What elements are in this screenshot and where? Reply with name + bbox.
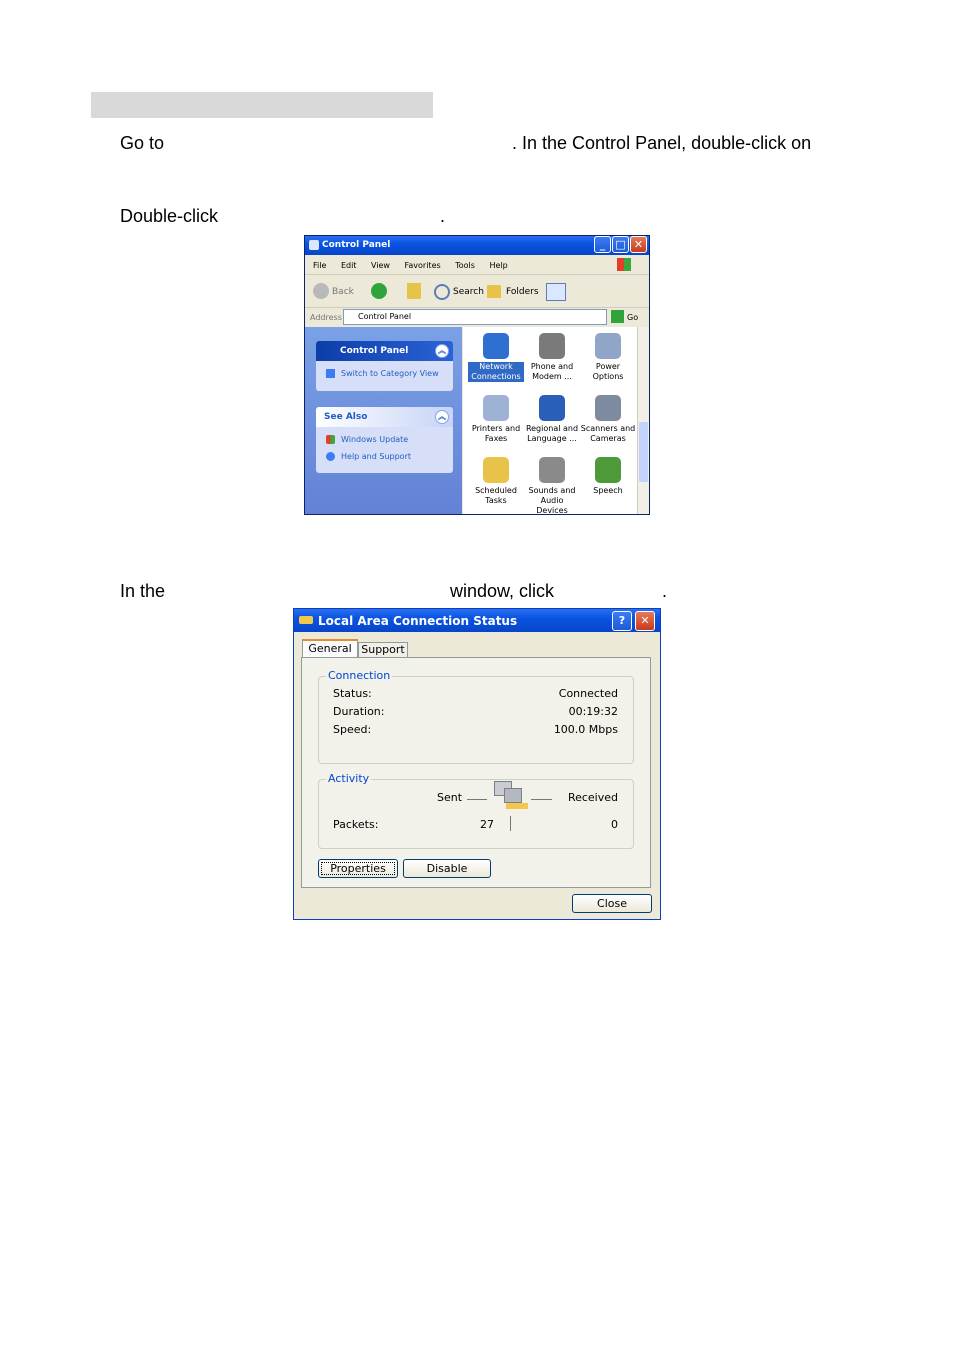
- control-panel-item-label: Power Options: [592, 362, 624, 381]
- control-panel-item[interactable]: [524, 395, 580, 444]
- tab-support[interactable]: [358, 642, 408, 658]
- back-button-label[interactable]: Back: [332, 287, 354, 297]
- back-arrow-icon[interactable]: [313, 283, 329, 299]
- speed-label: Speed:: [333, 723, 372, 736]
- control-panel-item[interactable]: [468, 457, 524, 506]
- see-also-header[interactable]: [316, 407, 453, 427]
- control-panel-item-label: Regional and Language ...: [525, 424, 579, 443]
- step2-suffix: .: [440, 206, 446, 226]
- duration-value: 00:19:32: [568, 705, 618, 718]
- packets-received-value: 0: [611, 818, 618, 831]
- control-panel-item-label: Scanners and Cameras: [580, 424, 636, 443]
- switch-to-category-view-link[interactable]: Switch to Category View: [341, 369, 439, 378]
- activity-group-label: Activity: [328, 772, 370, 785]
- maximize-button[interactable]: □: [612, 236, 629, 253]
- address-label: Address: [310, 313, 342, 322]
- tab-support-label: Support: [361, 643, 405, 656]
- menu-tools[interactable]: Tools: [455, 261, 475, 270]
- control-panel-item[interactable]: [580, 457, 636, 496]
- control-panel-item[interactable]: [580, 333, 636, 382]
- close-button[interactable]: [572, 894, 652, 913]
- category-view-icon: [326, 369, 335, 378]
- control-panel-titlebar: [305, 236, 649, 255]
- disable-button[interactable]: [403, 859, 491, 878]
- help-button[interactable]: ?: [612, 611, 632, 631]
- menu-favorites[interactable]: Favorites: [404, 261, 441, 270]
- status-value: Connected: [558, 687, 618, 700]
- packets-sent-value: 27: [480, 818, 494, 831]
- control-panel-box-title: Control Panel: [340, 346, 409, 356]
- control-panel-item-label: Sounds and Audio Devices: [528, 486, 576, 515]
- control-panel-item-label: Network Connections: [468, 362, 524, 382]
- folders-icon[interactable]: [487, 285, 501, 298]
- control-panel-item[interactable]: [580, 395, 636, 444]
- speed-value: 100.0 Mbps: [553, 723, 618, 736]
- step3-suffix: .: [662, 581, 668, 601]
- close-window-button[interactable]: ✕: [630, 236, 647, 253]
- network-globe-icon: [483, 333, 509, 359]
- close-button-label: Close: [597, 897, 627, 910]
- network-connection-icon: [299, 616, 313, 624]
- speaker-icon: [539, 457, 565, 483]
- forward-arrow-icon[interactable]: [371, 283, 387, 299]
- scrollbar-thumb[interactable]: [639, 422, 648, 482]
- minimize-button[interactable]: _: [594, 236, 611, 253]
- control-panel-window: [304, 235, 650, 515]
- section-header-bar: [91, 92, 433, 118]
- menu-help[interactable]: Help: [489, 261, 508, 270]
- phone-icon: [539, 333, 565, 359]
- step2-prefix: Double-click: [120, 206, 219, 226]
- sent-line: [467, 799, 487, 800]
- control-panel-item[interactable]: [468, 395, 524, 444]
- windows-update-link[interactable]: Windows Update: [341, 435, 409, 444]
- control-panel-box: [316, 341, 453, 391]
- search-button-label[interactable]: Search: [453, 287, 484, 297]
- control-panel-item[interactable]: [524, 457, 580, 515]
- windows-logo-icon: [617, 258, 631, 271]
- globe-icon: [539, 395, 565, 421]
- dialog-titlebar: [294, 609, 660, 632]
- tab-general-label: General: [308, 642, 352, 655]
- control-panel-box-header[interactable]: [316, 341, 453, 361]
- control-panel-item-label: Phone and Modem ...: [530, 362, 574, 381]
- address-value: Control Panel: [358, 312, 412, 321]
- folders-button-label[interactable]: Folders: [506, 287, 539, 297]
- collapse-chevron-icon[interactable]: ︽: [435, 344, 449, 358]
- menu-edit[interactable]: Edit: [340, 261, 357, 270]
- icon-area: [463, 327, 637, 514]
- folder-clock-icon: [483, 457, 509, 483]
- see-also-title: See Also: [324, 412, 368, 422]
- address-bar: [305, 308, 649, 326]
- received-line: [531, 799, 552, 800]
- packets-label: Packets:: [333, 818, 379, 831]
- disable-button-label: Disable: [426, 862, 468, 875]
- task-pane: [305, 327, 462, 514]
- status-label: Status:: [333, 687, 372, 700]
- connection-status-dialog: [293, 608, 661, 920]
- control-panel-item[interactable]: [468, 333, 524, 382]
- power-plug-icon: [595, 333, 621, 359]
- see-also-box: [316, 407, 453, 473]
- activity-group: [318, 779, 634, 849]
- help-icon: [326, 452, 335, 461]
- go-arrow-icon[interactable]: [611, 310, 624, 323]
- step3-middle: window, click: [450, 581, 555, 601]
- control-panel-item-label: Printers and Faxes: [471, 424, 521, 443]
- collapse-chevron-icon[interactable]: ︽: [435, 410, 449, 424]
- go-label[interactable]: Go: [627, 313, 639, 322]
- packets-divider: [510, 816, 511, 831]
- menu-bar: [305, 256, 649, 275]
- network-computers-icon: [494, 781, 528, 811]
- dialog-close-button[interactable]: ✕: [635, 611, 655, 631]
- address-input[interactable]: [343, 309, 607, 325]
- menu-file[interactable]: File: [313, 261, 327, 270]
- help-and-support-link[interactable]: Help and Support: [341, 452, 411, 461]
- views-icon[interactable]: [546, 283, 566, 301]
- toolbar: [305, 275, 649, 308]
- step1-suffix: . In the Control Panel, double-click on: [512, 133, 812, 153]
- control-panel-item-label: Speech: [593, 486, 623, 495]
- properties-button[interactable]: [318, 859, 398, 878]
- search-icon[interactable]: [434, 284, 450, 300]
- dialog-title: Local Area Connection Status: [318, 614, 518, 628]
- vertical-scrollbar[interactable]: [637, 327, 649, 514]
- control-panel-item-label: Scheduled Tasks: [475, 486, 517, 505]
- speech-person-icon: [595, 457, 621, 483]
- up-folder-icon[interactable]: [407, 283, 421, 299]
- control-panel-title-icon: [309, 240, 319, 250]
- menu-view[interactable]: View: [370, 261, 390, 270]
- received-label: Received: [567, 791, 618, 804]
- camera-icon: [595, 395, 621, 421]
- connection-group-label: Connection: [328, 669, 391, 682]
- duration-label: Duration:: [333, 705, 385, 718]
- sent-label: Sent: [437, 791, 463, 804]
- step1-prefix: Go to: [120, 133, 165, 153]
- control-panel-item[interactable]: [524, 333, 580, 382]
- tab-page: [301, 657, 651, 888]
- step3-prefix: In the: [120, 581, 166, 601]
- printer-icon: [483, 395, 509, 421]
- properties-button-label: Properties: [330, 862, 386, 875]
- windows-update-icon: [326, 435, 335, 444]
- control-panel-title: Control Panel: [322, 240, 391, 250]
